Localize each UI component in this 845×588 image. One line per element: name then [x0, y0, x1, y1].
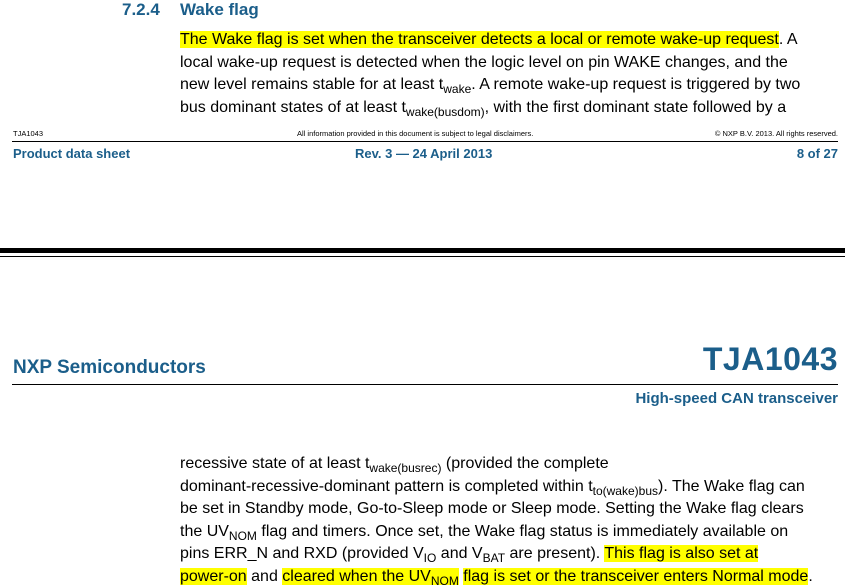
footer-doc-type: Product data sheet — [13, 146, 130, 161]
highlight: flag is set or the transceiver enters Normal mode — [463, 568, 808, 585]
highlight: The Wake flag is set when the transceiver detects a local or remote wake-up request — [180, 31, 779, 48]
company-name: NXP Semiconductors — [13, 357, 206, 379]
text-line: power-on and cleared when the $UV_{NOM}$ flag is set or the transceiver enters Normal mode. — [180, 566, 842, 588]
footer-copyright: © NXP B.V. 2013. All rights reserved. — [715, 129, 838, 138]
text-line: local wake-up request is detected when the logic level on pin WAKE changes, and the — [180, 52, 842, 75]
footer-divider — [12, 141, 838, 142]
section-number: 7.2.4 — [122, 0, 160, 20]
product-description: High-speed CAN transceiver — [635, 390, 838, 407]
paragraph-top — [180, 29, 842, 119]
paragraph-bottom — [180, 453, 842, 588]
text-line: The Wake flag is set when the transceiver detects a local or remote wake-up request. A — [180, 29, 842, 52]
highlight: cleared when the $UV_{NOM}$ — [282, 568, 459, 585]
highlight: power-on — [180, 568, 247, 585]
product-id: TJA1043 — [703, 341, 838, 378]
text-line: the $UV_{NOM}$ flag and timers. Once set, the Wake flag status is immediately available on — [180, 521, 842, 544]
header-divider — [12, 384, 838, 385]
footer-doc-id: TJA1043 — [13, 129, 43, 138]
page-separator — [0, 248, 845, 253]
text-line: pins ERR_N and RXD (provided $V_{IO}$ and $V_{BAT}$ are present). This flag is also set at — [180, 543, 842, 566]
text-line: be set in Standby mode, Go-to-Sleep mode or Sleep mode. Setting the Wake flag clears — [180, 498, 842, 521]
page-separator-thin — [0, 256, 845, 257]
section-title: Wake flag — [180, 0, 259, 20]
highlight: This flag is also set at — [604, 545, 758, 562]
footer-disclaimer: All information provided in this document is subject to legal disclaimers. — [297, 129, 533, 138]
text-line: dominant-recessive-dominant pattern is completed within $t_{to(wake)bus}$). The Wake flag can — [180, 476, 842, 499]
text-line: recessive state of at least $t_{wake(busrec)}$ (provided the complete — [180, 453, 842, 476]
footer-page-number: 8 of 27 — [797, 146, 838, 161]
text-line: bus dominant states of at least $t_{wake(busdom)}$, with the first dominant state followed by a — [180, 97, 842, 120]
footer-revision: Rev. 3 — 24 April 2013 — [355, 146, 492, 161]
text-line: new level remains stable for at least $t_{wake}$. A remote wake-up request is triggered by two — [180, 74, 842, 97]
